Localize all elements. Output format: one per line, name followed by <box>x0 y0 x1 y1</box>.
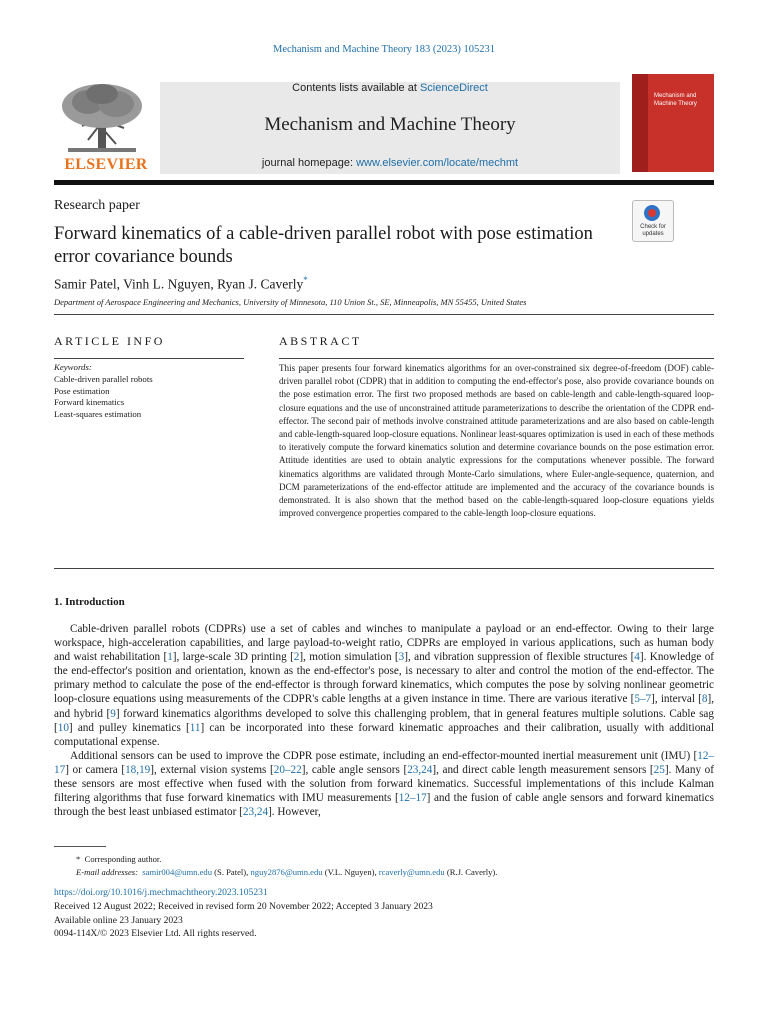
abstract-bottom-rule <box>54 568 714 569</box>
check-updates-label: Check for updates <box>640 224 666 237</box>
introduction-body <box>54 622 714 819</box>
corresponding-author-note: * Corresponding author. <box>76 854 162 864</box>
abstract-rule <box>279 358 714 359</box>
citation-link[interactable]: 12–17 <box>54 749 714 776</box>
keyword: Pose estimation <box>54 385 110 396</box>
cover-band <box>632 74 648 172</box>
citation-link[interactable]: 1 <box>167 651 173 664</box>
masthead <box>54 80 714 176</box>
available-online: Available online 23 January 2023 <box>54 914 183 926</box>
email-link-nguyen[interactable]: nguy2876@umn.edu <box>250 866 323 877</box>
citation-link[interactable]: 18,19 <box>125 763 151 776</box>
footnote-rule <box>54 846 106 847</box>
citation-link[interactable]: 5–7 <box>634 693 652 706</box>
journal-reference[interactable]: Mechanism and Machine Theory 183 (2023) 105231 <box>272 44 495 55</box>
affiliation: Department of Aerospace Engineering and Mechanics, University of Minnesota, 110 Union St., SE, Minneapolis, MN 55455, United States <box>54 297 527 307</box>
footnote <box>54 853 714 878</box>
keyword: Cable-driven parallel robots <box>54 373 153 384</box>
elsevier-logo[interactable] <box>54 80 158 176</box>
citation-link[interactable]: 8 <box>701 693 708 706</box>
citation-link[interactable]: 23,24 <box>242 806 269 819</box>
journal-cover[interactable] <box>632 74 714 172</box>
homepage-line: journal homepage: www.elsevier.com/locate/mechmt <box>261 157 519 169</box>
article-info-rule <box>54 358 244 359</box>
elsevier-wordmark: ELSEVIER <box>64 156 148 173</box>
paper-type: Research paper <box>54 198 140 213</box>
sciencedirect-link[interactable]: ScienceDirect <box>419 82 488 94</box>
masthead-rule <box>54 180 714 185</box>
citation-link[interactable]: 23,24 <box>407 763 433 776</box>
keywords-block <box>54 362 244 421</box>
citation-link[interactable]: 3 <box>398 651 405 664</box>
copyright: 0094-114X/© 2023 Elsevier Ltd. All rights reserved. <box>54 928 257 940</box>
paragraph: Additional sensors can be used to improve the CDPR pose estimate, including an end-effector-mounted inertial measurement unit (IMU) [12–17] or camera [18,19], external vision systems [20–22], cable angle sensors [23,24], and direct cable length measurement sensors [25]. Many of these sensors are most effective when fused with the solution from forward kinematics. Successful implementations of this include Kalman filtering algorithms that fuse forward kinematics with IMU measurements [12–17] and the fusion of cable angle sensors and forward kinematics through the best least unbiased estimator [23,24]. However, <box>54 749 715 819</box>
elsevier-tree-icon <box>58 82 146 154</box>
paragraph: Cable-driven parallel robots (CDPRs) use a set of cables and winches to manipulate a payload or an end-effector. Owing to their large workspace, high-acceleration capabilities, and large payload-to-weight ratio, CDPRs are employed in various applications, such as human body and waist rehabilitation [1], large-scale 3D printing [2], motion simulation [3], and vibration suppression of flexible structures [4]. Knowledge of the end-effector's position and orientation, known as the end-effector's pose, is necessary to alter and control the motion of the end-effector. The primary method to calculate the pose of the end-effector is through forward kinematics, which computes the pose by solving nonlinear geometric loop-closure equations using measurements of the CDPR's cable lengths at a given instance in time. There are various iterative [5–7], interval [8], and hybrid [9] forward kinematics algorithms developed to solve this challenging problem, that in general features multiple solutions. Cable sag [10] and pulley kinematics [11] can be incorporated into these forward kinematic approaches and their calibration, usually with additional computational expense. <box>54 623 715 748</box>
journal-banner <box>160 82 620 174</box>
authors: Samir Patel, Vinh L. Nguyen, Ryan J. Caverly* <box>54 275 308 292</box>
keyword: Least-squares estimation <box>54 409 142 420</box>
doi-link[interactable]: https://doi.org/10.1016/j.mechmachtheory.2023.105231 <box>54 887 268 898</box>
section-heading-introduction: 1. Introduction <box>54 596 125 608</box>
contents-line: Contents lists available at ScienceDirect <box>292 82 488 94</box>
check-for-updates-badge[interactable] <box>632 200 674 242</box>
citation-link[interactable]: 10 <box>57 721 69 734</box>
cover-title: Mechanism and Machine Theory <box>654 93 697 107</box>
corresponding-author-mark[interactable]: * <box>303 275 308 285</box>
citation-link[interactable]: 25 <box>653 763 665 776</box>
footnote-mark: * <box>76 854 81 864</box>
citation-link[interactable]: 11 <box>189 721 201 734</box>
keywords-label: Keywords: <box>54 362 92 372</box>
email-link-patel[interactable]: samir004@umn.edu <box>142 866 213 877</box>
publication-info <box>54 886 714 941</box>
header-divider <box>54 314 714 315</box>
keyword: Forward kinematics <box>54 397 125 408</box>
email-link-caverly[interactable]: rcaverly@umn.edu <box>378 866 445 877</box>
received-dates: Received 12 August 2022; Received in revised form 20 November 2022; Accepted 3 January 2023 <box>54 900 433 912</box>
abstract-heading: ABSTRACT <box>279 334 362 348</box>
check-updates-icon <box>644 205 660 221</box>
citation-link[interactable]: 20–22 <box>273 763 302 776</box>
article-title: Forward kinematics of a cable-driven parallel robot with pose estimation error covariance bounds <box>54 224 593 267</box>
journal-homepage-link[interactable]: www.elsevier.com/locate/mechmt <box>356 157 519 169</box>
citation-link[interactable]: 4 <box>634 651 640 664</box>
citation-link[interactable]: 12–17 <box>398 792 427 805</box>
journal-name: Mechanism and Machine Theory <box>264 114 516 135</box>
abstract-text: This paper presents four forward kinematics algorithms for an over-constrained six degree-of-freedom (DOF) cable-driven parallel robot (CDPR) that in addition to computing the end-effector's pose, also provide covariance bounds on the pose estimation error. The first two proposed methods are based on cable-length and cable-length-squared loop-closure equations and the use of unconstrained attitude parameterizations to describe the orientation of the CDPR end-effector. The second pair of methods involve constrained attitude parameterizations and are also based on cable-length and cable-length-squared loop-closure equations. Nonlinear least-squares optimization is used in each of these methods to iteratively compute the forward kinematics solution and determine covariance bounds on the pose estimation error. Attitude identities are used to obtain analytic expressions for the computations whenever possible. The forward kinematics algorithms are validated through Monte-Carlo simulations, where Euler-angle-sequence, quaternion, and DCM parameterizations of the end-effector attitude are implemented and the accuracy of the covariance bounds is demonstrated. It is also shown that the method based on the cable-length-squared loop-closure equations yields improved convergence properties compared to the cable-length loop-closure equations. <box>279 363 714 519</box>
email-addresses: E-mail addresses: samir004@umn.edu (S. Patel), nguy2876@umn.edu (V.L. Nguyen), rcaverly@umn.edu (R.J. Caverly). <box>76 866 498 877</box>
article-info-heading: ARTICLE INFO <box>54 334 165 348</box>
citation-link[interactable]: 9 <box>110 707 116 720</box>
citation-link[interactable]: 2 <box>293 651 300 664</box>
